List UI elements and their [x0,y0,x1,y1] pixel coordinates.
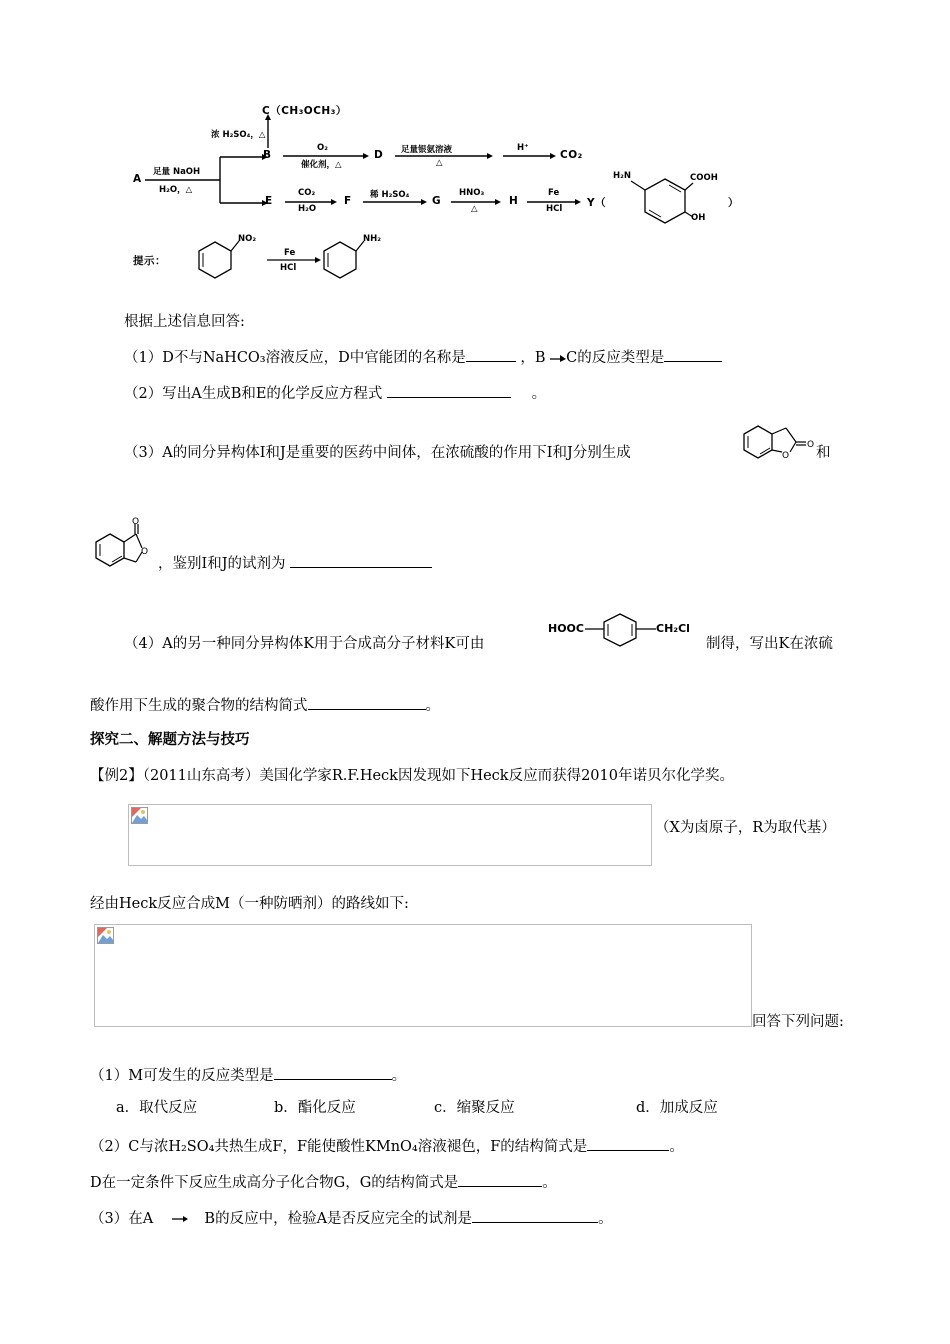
q1-text-b: ，B [520,350,546,366]
cond-A-top: 足量 NaOH [153,167,201,177]
cond-E-bottom: H₂O [298,204,317,214]
part-3 [90,1207,613,1229]
phthalide-o-ring: O [141,547,149,557]
option-d[interactable]: d．加成反应 [636,1100,718,1116]
question-4-line-2 [90,694,440,716]
compound-B: B [263,149,272,161]
compound-E: E [265,195,273,207]
lactone-o-ring: O [782,451,790,461]
part-2-line-1 [90,1135,684,1157]
option-b[interactable]: b．酯化反应 [274,1100,356,1116]
y-close-paren: ） [728,197,739,209]
example-2-note: （X为卤原子，R为取代基） [655,820,836,836]
q2-blank[interactable] [387,382,511,398]
q4-text-b: 制得，写出K在浓硫 [706,636,833,652]
section-title: 探究二、解题方法与技巧 [90,732,250,748]
phthalide-structure [92,514,156,570]
cond-H-plus: H⁺ [517,143,529,153]
p3-text-b: B的反应中，检验A是否反应完全的试剂是 [204,1211,473,1227]
synthesis-route-image [94,924,752,1027]
p3-end: 。 [598,1211,613,1227]
question-1 [124,346,722,368]
p2-text-a: （2）C与浓H₂SO₄共热生成F，F能使酸性KMnO₄溶液褪色，F的结构简式是 [90,1139,588,1155]
q2-text: （2）写出A生成B和E的化学反应方程式 [124,386,383,402]
cond-D-bottom: △ [436,158,443,168]
p2-b-end: 。 [542,1175,557,1191]
compound-CO2: CO₂ [560,149,583,161]
compound-G: G [432,195,442,207]
cond-A-bottom: H₂O，△ [159,185,193,195]
struct-hooc: HOOC [548,622,584,635]
arrow-icon [550,353,566,363]
y-cooh: COOH [690,173,718,183]
p1-text: （1）M可发生的反应类型是 [90,1068,274,1084]
y-oh: OH [691,213,706,223]
question-3-line-1 [124,443,631,463]
heck-reaction-image [128,804,652,866]
p2-text-b: D在一定条件下反应生成高分子化合物G，G的结构简式是 [90,1175,459,1191]
q4-blank[interactable] [308,694,426,710]
cond-G-top: HNO₃ [459,188,485,198]
q4-text-a: （4）A的另一种同分异构体K用于合成高分子材料K可由 [124,636,485,652]
q1-blank-2[interactable] [664,346,722,362]
cond-D-top: 足量银氨溶液 [401,145,453,155]
q3-text-a: （3）A的同分异构体I和J是重要的医药中间体，在浓硫酸的作用下I和J分别生成 [124,445,631,461]
lactone-o-carbonyl: O [807,440,815,450]
q3-blank[interactable] [290,552,432,568]
compound-C: C（CH₃OCH₃） [262,105,347,117]
q1-blank-1[interactable] [466,346,516,362]
answer-prompt: 回答下列问题: [752,1014,844,1030]
compound-A: A [133,173,142,185]
scheme-lines [125,95,745,280]
compound-F: F [344,195,352,207]
hint-no2: NO₂ [238,234,257,244]
p3-blank[interactable] [472,1207,598,1223]
cond-B-C: 浓 H₂SO₄，△ [211,130,266,140]
q4-text-c: 酸作用下生成的聚合物的结构简式 [90,698,308,714]
cond-B-D-bottom: 催化剂，△ [301,160,342,170]
part-1 [90,1064,406,1086]
part-2-line-2 [90,1171,557,1193]
phthalide-o-carbonyl: O [132,517,140,527]
compound-H: H [509,195,519,207]
p3-text-a: （3）在A [90,1211,154,1227]
cond-G-bottom: △ [471,204,478,214]
hint-nh2: NH₂ [363,234,381,244]
q2-end: 。 [531,386,547,402]
p2-blank-2[interactable] [458,1171,542,1187]
p2-blank-1[interactable] [587,1135,669,1151]
p2-end: 。 [669,1139,684,1155]
cond-F-top: 稀 H₂SO₄ [370,190,410,200]
option-c[interactable]: c．缩聚反应 [434,1100,515,1116]
question-4-line-1 [124,634,484,654]
q1-text-c: C的反应类型是 [566,350,665,366]
q3-text-b: ，鉴别I和J的试剂为 [158,556,286,572]
compound-D: D [374,149,384,161]
p1-blank[interactable] [274,1064,392,1080]
arrow-icon [164,1214,194,1224]
example-2-heading: 【例2】（2011山东高考）美国化学家R.F.Heck因发现如下Heck反应而获得2010年诺贝尔化学奖。 [90,768,734,784]
struct-ch2cl: CH₂Cl [656,622,690,635]
cond-B-D-top: O₂ [317,143,328,153]
y-h2n: H₂N [613,171,631,181]
question-2 [124,382,546,404]
hint-hcl: HCl [280,263,297,273]
q4-end: 。 [425,698,440,714]
broken-image-icon [131,807,148,824]
hint-fe: Fe [284,248,296,258]
compound-Y: Y（ [587,197,607,209]
intro-text: 根据上述信息回答: [124,314,245,330]
chloromethyl-benzoic-acid-structure [548,606,708,654]
hint-label: 提示： [133,255,166,267]
cond-H-bottom: HCl [546,204,563,214]
cond-H-top: Fe [548,188,560,198]
cond-E-top: CO₂ [298,188,316,198]
q3-and: 和 [816,445,831,461]
question-3-line-2 [158,552,432,574]
q1-text-a: （1）D不与NaHCO₃溶液反应，D中官能团的名称是 [124,350,466,366]
broken-image-icon [97,927,114,944]
benzofuranone-structure [742,414,818,464]
option-a[interactable]: a．取代反应 [116,1100,198,1116]
p1-end: 。 [391,1068,407,1084]
reaction-scheme [125,95,745,280]
route-intro: 经由Heck反应合成M（一种防晒剂）的路线如下: [90,896,409,912]
